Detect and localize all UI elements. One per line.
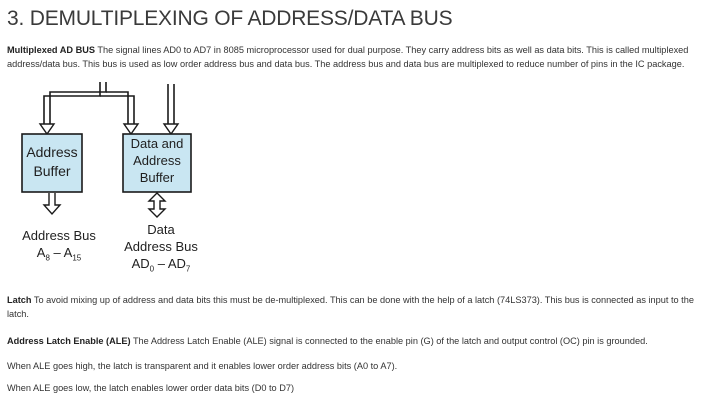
data-address-bus-label: Data Address Bus $AD_0 - AD_7$ [124, 222, 198, 274]
data-bus-input-lines [168, 84, 174, 126]
ale-paragraph [7, 334, 713, 348]
ale-label: Address Latch Enable (ALE) [7, 336, 131, 346]
address-bus-output-arrow [44, 193, 60, 214]
data-address-buffer-label: Data and Address Buffer [130, 136, 184, 185]
address-buffer-label: Address Buffer [26, 144, 78, 179]
latch-paragraph [7, 293, 713, 321]
data-buffer-input-arrow-left [124, 124, 138, 134]
data-bus-bidirectional-arrow [149, 193, 165, 217]
ale-text: The Address Latch Enable (ALE) signal is connected to the enable pin (G) of the latch and output control (OC) pin is grounded. [132, 336, 648, 346]
ale-low-paragraph: When ALE goes low, the latch enables lower order data bits (D0 to D7) [7, 383, 295, 393]
latch-label: Latch [7, 295, 32, 305]
data-buffer-input-arrow-right [164, 124, 178, 134]
page-title: 3. DEMULTIPLEXING OF ADDRESS/DATA BUS [7, 7, 453, 30]
intro-label: Multiplexed AD BUS [7, 45, 95, 55]
address-bus-input-lines [44, 82, 134, 126]
ale-high-paragraph: When ALE goes high, the latch is transparent and it enables lower order address bits (A0 to A7). [7, 361, 398, 371]
intro-text: The signal lines AD0 to AD7 in 8085 microprocessor used for dual purpose. They carry address bits as well as data bits. This is called multiplexed address/data bus. This bus is used as low order address bus and data bus. The address bus and data bus are multiplexed to reduce number of pins in the IC package. [7, 45, 689, 69]
latch-text: To avoid mixing up of address and data bits this must be de-multiplexed. This can be done with the help of a latch (74LS373). This bus is connected as input to the latch. [7, 295, 694, 319]
address-bus-label: Address Bus $A_8 - A_{15}$ [22, 228, 96, 263]
address-buffer-input-arrow [40, 124, 54, 134]
